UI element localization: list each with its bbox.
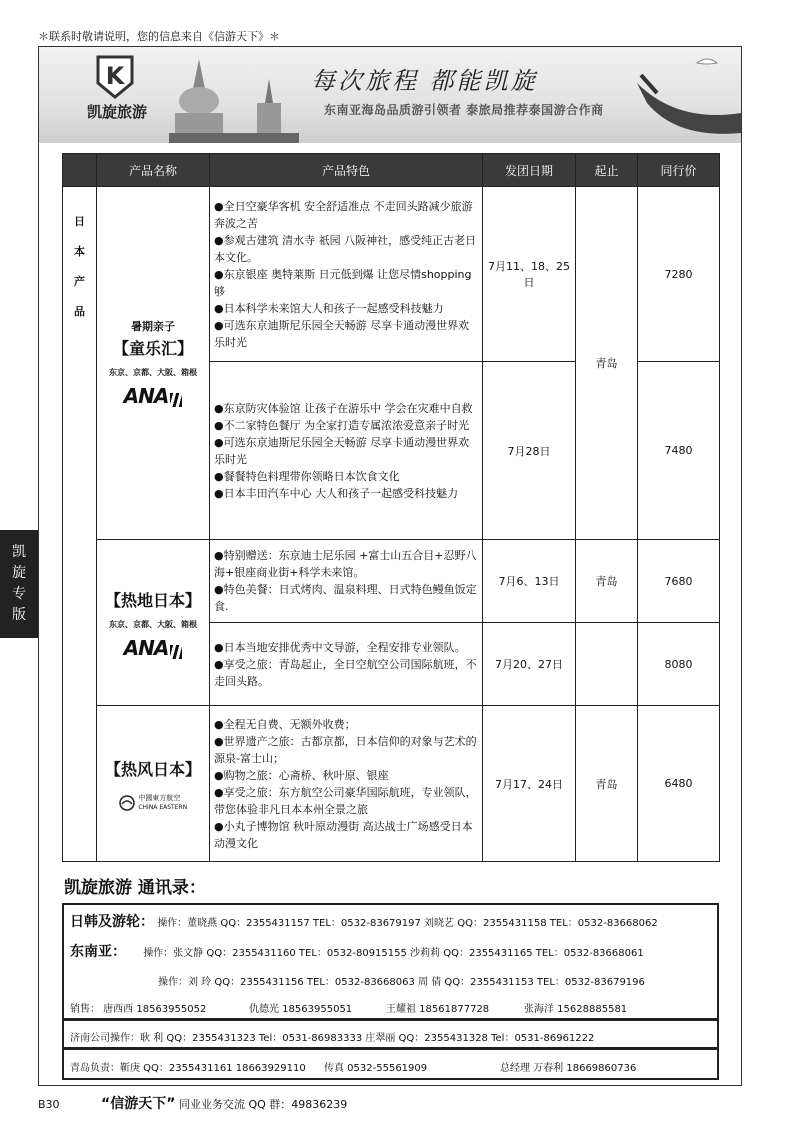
product-name-cell: [97, 540, 210, 706]
jinan-contact: 济南公司操作：耿 利 QQ：2355431323 Tel：0531-86983333 庄翠丽 QQ：2355431328 Tel：0531-86961222: [70, 1033, 595, 1044]
features-cell: [210, 540, 483, 623]
feature-item: ●享受之旅：东方航空公司豪华国际航班，专业领队，带您体验非凡日本本州全景之旅: [214, 785, 477, 816]
sales-contact: 仇德光 18563955051: [249, 1004, 353, 1015]
feature-item: ●小丸子博物馆 秋叶原动漫街 高达战士广场感受日本动漫文化: [214, 819, 473, 850]
contact-row: [70, 941, 644, 961]
category-label: [63, 187, 97, 862]
qingdao-fax: 传真 0532-55561909: [324, 1063, 428, 1074]
side-tab-char: 版: [12, 607, 26, 623]
feature-item: ●日本科学未来馆大人和孩子一起感受科技魅力: [214, 301, 444, 315]
price: 6480: [638, 706, 720, 862]
banner-subslogan: 东南亚海岛品质游引领者 泰旅局推荐泰国游合作商: [324, 103, 604, 117]
route-city: 青岛: [576, 187, 638, 540]
contact-row: [158, 973, 645, 988]
contact-row: [70, 911, 658, 931]
sales-contact: 销售： 唐西西 18563955052: [70, 1004, 207, 1015]
product-cities: 东京、京都、大阪、箱根: [109, 368, 197, 377]
side-tab: [0, 530, 38, 638]
product-name-cell: [97, 187, 210, 540]
header-features: 产品特色: [210, 154, 483, 187]
ana-logo-icon: ANA: [98, 636, 208, 660]
contact-label: 日韩及游轮：: [70, 914, 154, 930]
feature-item: ●全日空豪华客机 安全舒适准点 不走回头路减少旅游奔波之苦: [214, 199, 473, 230]
contact-label: 东南亚：: [70, 944, 126, 960]
feature-item: ●可选东京迪斯尼乐园全天畅游 尽享卡通动漫世界欢乐时光: [214, 318, 470, 349]
features-cell: [210, 362, 483, 540]
feature-item: ●可选东京迪斯尼乐园全天畅游 尽享卡通动漫世界欢乐时光: [214, 435, 470, 466]
feature-item: ●特色美餐：日式烤肉、温泉料理、日式特色鳗鱼饭定食.: [214, 583, 477, 613]
feature-item: ●世界遗产之旅：古都京都，日本信仰的对象与艺术的源泉-富士山；: [214, 734, 477, 765]
route-city: 青岛: [576, 706, 638, 862]
airline-cn: 中國東方航空: [138, 794, 181, 802]
side-tab-char: 专: [12, 586, 26, 602]
airline-en: CHINA EASTERN: [138, 804, 188, 811]
departure-date: 7月11、18、25日: [483, 187, 576, 362]
qingdao-manager: 总经理 万春利 18669860736: [500, 1063, 637, 1074]
table-header-row: [63, 154, 720, 187]
feature-item: ●购物之旅：心斋桥、秋叶原、银座: [214, 768, 389, 782]
qingdao-contact: 青岛负责：靳庚 QQ：2355431161 18663929110: [70, 1063, 306, 1074]
departure-date: 7月17、24日: [483, 706, 576, 862]
header-product-name: 产品名称: [97, 154, 210, 187]
header-departure-date: 发团日期: [483, 154, 576, 187]
feature-item: ●享受之旅：青岛起止，全日空航空公司国际航班，不走回头路。: [214, 657, 477, 688]
side-tab-char: 旋: [12, 565, 26, 581]
feature-item: ●餐餐特色料理带你领略日本饮食文化: [214, 469, 400, 483]
price: 7680: [638, 540, 720, 623]
product-title: 【热风日本】: [104, 760, 201, 779]
side-tab-char: 凯: [12, 544, 26, 560]
contact-text: 操作：张文静 QQ：2355431160 TEL：0532-80915155 沙莉莉 QQ：2355431165 TEL：0532-83668061: [143, 948, 644, 959]
price: 7480: [638, 362, 720, 540]
header-blank: [63, 154, 97, 187]
table-row: [63, 187, 720, 362]
banner-slogan: 每次旅程 都能凯旋: [311, 67, 538, 95]
price: 8080: [638, 623, 720, 706]
departure-date: 7月28日: [483, 362, 576, 540]
departure-date: 7月6、13日: [483, 540, 576, 623]
contacts-title: 凯旋旅游 通讯录：: [64, 878, 206, 898]
banner: [39, 47, 741, 143]
product-cities: 东京、京都、大阪、箱根: [109, 619, 197, 629]
brand-name: 凯旋旅游: [87, 103, 148, 121]
contact-text: 操作：董晓燕 QQ：2355431157 TEL：0532-83679197 刘晓艺 QQ：2355431158 TEL：0532-83668062: [157, 918, 658, 929]
pagoda-icon: [169, 59, 299, 143]
feature-item: ●特别赠送：东京迪士尼乐园 +富士山五合目+忍野八海+银座商业街+科学未来馆。: [214, 549, 477, 579]
route-city: [576, 623, 638, 706]
features-cell: [210, 187, 483, 362]
feature-item: ●东京银座 奥特莱斯 日元低到爆 让您尽情shopping够: [214, 267, 472, 298]
feature-item: ●全程无自费、无额外收费；: [214, 717, 356, 731]
qingdao-row: [62, 1048, 719, 1080]
product-table: [62, 153, 720, 862]
china-eastern-logo-icon: [98, 794, 208, 812]
top-note: ＊联系时敬请说明，您的信息来自《信游天下》＊: [38, 30, 280, 43]
route-city: 青岛: [576, 540, 638, 623]
footer: [38, 1093, 347, 1113]
header-route: 起止: [576, 154, 638, 187]
feature-item: ●不二家特色餐厅 为全家打造专属浓浓爱意亲子时光: [214, 418, 470, 432]
price: 7280: [638, 187, 720, 362]
category-text: 日本产品: [74, 215, 85, 318]
footer-brand: “信游天下”: [101, 1096, 176, 1112]
kaixuan-logo-icon: [94, 55, 136, 99]
feature-item: ●东京防灾体验馆 让孩子在游乐中 学会在灾难中自救: [214, 401, 473, 415]
product-subtitle: 暑期亲子: [131, 320, 175, 333]
feature-item: ●参观古建筑 清水寺 祇园 八阪神社，感受纯正古老日本文化。: [214, 233, 477, 264]
features-cell: [210, 623, 483, 706]
features-cell: [210, 706, 483, 862]
table-row: [63, 540, 720, 623]
contact-text: 操作：刘 玲 QQ：2355431156 TEL：0532-83668063 周 倩 QQ：2355431153 TEL：0532-83679196: [158, 977, 645, 988]
footer-text: 同业业务交流 QQ 群：49836239: [178, 1098, 348, 1111]
sales-row: [62, 992, 719, 1020]
departure-date: 7月20、27日: [483, 623, 576, 706]
jinan-row: [62, 1020, 719, 1048]
header-peer-price: 同行价: [638, 154, 720, 187]
sales-contact: 王耀祖 18561877728: [386, 1004, 490, 1015]
feature-item: ●日本丰田汽车中心 大人和孩子一起感受科技魅力: [214, 486, 459, 500]
page-number: B30: [38, 1098, 60, 1111]
product-name-cell: [97, 706, 210, 862]
boat-and-bird-icon: [637, 53, 741, 143]
product-title: 【童乐汇】: [112, 339, 193, 358]
table-row: [63, 706, 720, 862]
sales-contact: 张海洋 15628885581: [524, 1004, 628, 1015]
product-title: 【热地日本】: [104, 590, 201, 610]
feature-item: ●日本当地安排优秀中文导游，全程安排专业领队。: [214, 640, 466, 654]
svg-text:K: K: [105, 62, 125, 90]
ana-logo-icon: ANA: [98, 384, 208, 408]
